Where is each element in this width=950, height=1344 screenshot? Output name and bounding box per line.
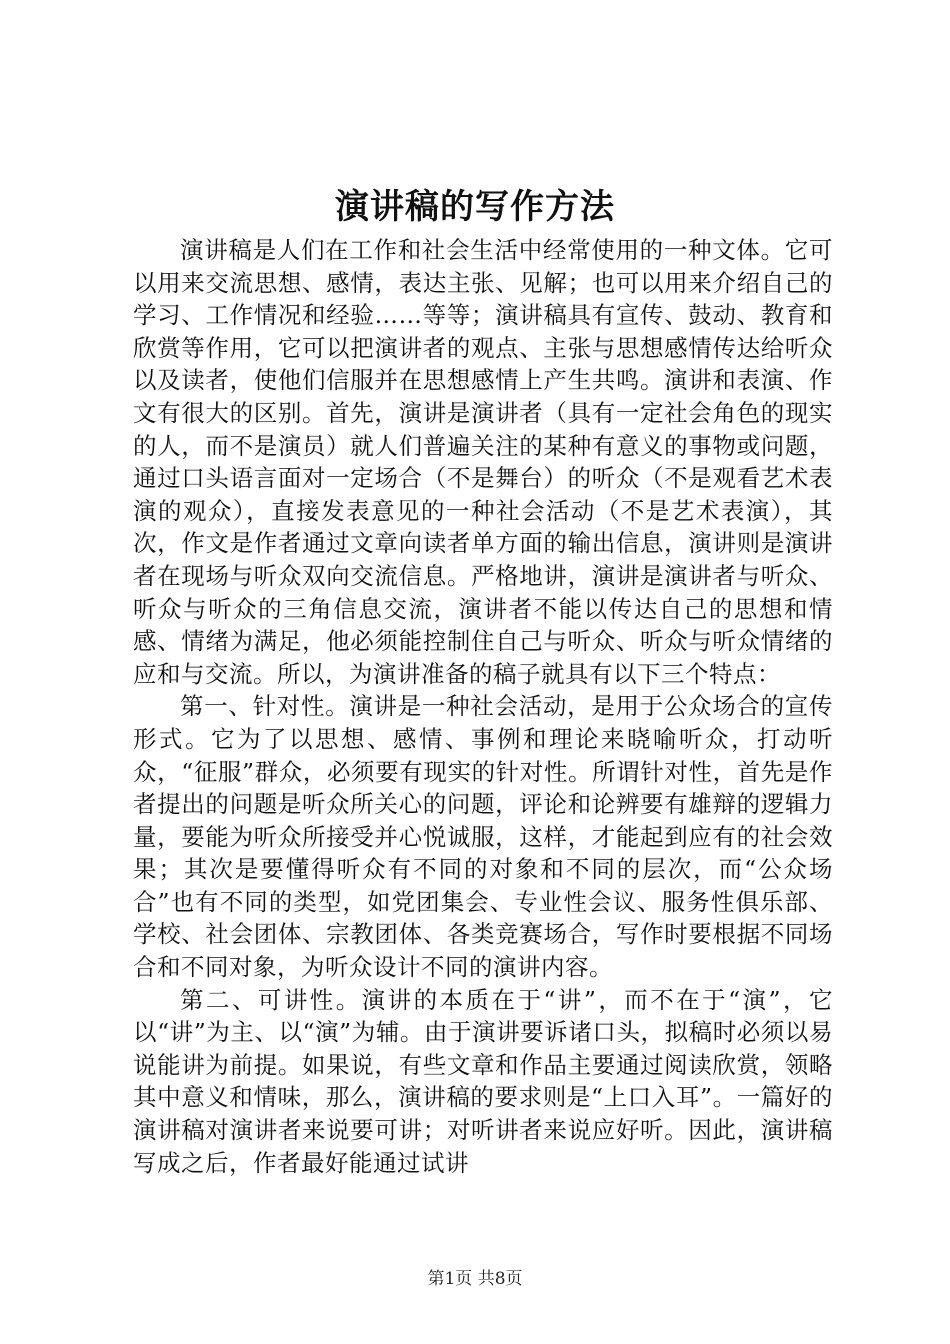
- document-title: 演讲稿的写作方法: [335, 187, 615, 227]
- paragraph-intro: 演讲稿是人们在工作和社会生活中经常使用的一种文体。它可以用来交流思想、感情，表达主张、见解；也可以用来介绍自己的学习、工作情况和经验……等等；演讲稿具有宣传、鼓动、教育和欣赏等作用，它可以把演讲者的观点、主张与思想感情传达给听众以及读者，使他们信服并在思想感情上产生共鸣。演讲和表演、作文有很大的区别。首先，演讲是演讲者（具有一定社会角色的现实的人，而不是演员）就人们普遍关注的某种有意义的事物或问题，通过口头语言面对一定场合（不是舞台）的听众（不是观看艺术表演的观众），直接发表意见的一种社会活动（不是艺术表演），其次，作文是作者通过文章向读者单方面的输出信息，演讲则是演讲者在现场与听众双向交流信息。严格地讲，演讲是演讲者与听众、听众与听众的三角信息交流，演讲者不能以传达自己的思想和情感、情绪为满足，他必须能控制住自己与听众、听众与听众情绪的应和与交流。所以，为演讲准备的稿子就具有以下三个特点：: [133, 236, 833, 688]
- paragraph-second-point: 第二、可讲性。演讲的本质在于“讲”，而不在于“演”，它以“讲”为主、以“演”为辅。由于演讲要诉诸口头，拟稿时必须以易说能讲为前提。如果说，有些文章和作品主要通过阅读欣赏，领略其中意义和情味，那么，演讲稿的要求则是“上口入耳”。一篇好的演讲稿对演讲者来说要可讲；对听讲者来说应好听。因此，演讲稿写成之后，作者最好能通过试讲: [133, 985, 833, 1177]
- paragraph-first-point: 第一、针对性。演讲是一种社会活动，是用于公众场合的宣传形式。它为了以思想、感情、事例和理论来晓喻听众，打动听众，“征服”群众，必须要有现实的针对性。所谓针对性，首先是作者提出的问题是听众所关心的问题，评论和论辨要有雄辩的逻辑力量，要能为听众所接受并心悦诚服，这样，才能起到应有的社会效果；其次是要懂得听众有不同的对象和不同的层次，而“公众场合”也有不同的类型，如党团集会、专业性会议、服务性俱乐部、学校、社会团体、宗教团体、各类竞赛场合，写作时要根据不同场合和不同对象，为听众设计不同的演讲内容。: [133, 692, 833, 982]
- page-number-footer: 第1页 共8页: [427, 1269, 523, 1289]
- document-body: [133, 234, 833, 1179]
